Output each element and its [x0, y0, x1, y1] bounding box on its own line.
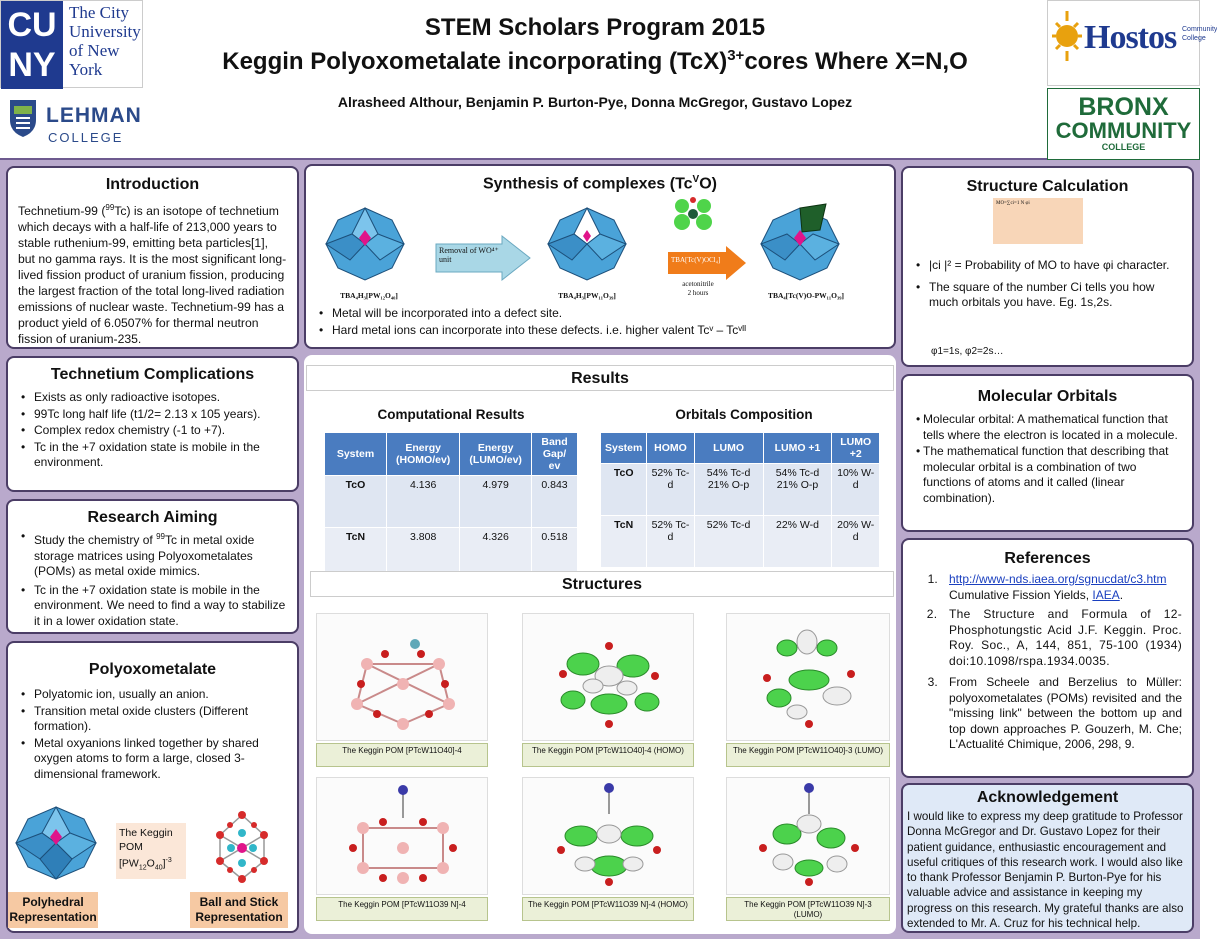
reference-item: 3. From Scheele and Berzelius to Müller: polyoxometalates (POMs) revisited and the "missing link" between the bottom up and top down approaches P. Gouzerh, M. Che; L'Actualité Chimique, 2006, 298, 9.	[941, 675, 1182, 753]
list-item	[18, 529, 287, 580]
table-header: System	[325, 433, 387, 476]
table-cell: TcO	[325, 476, 387, 528]
complications-list	[18, 390, 287, 471]
table-header: Energy (HOMO/ev)	[387, 433, 460, 476]
removal-arrow-label: Removal of WO⁴⁺ unit	[439, 246, 499, 264]
list-item: • The mathematical function that describing that molecular orbital is a combination of two functions of atoms and it called (linear combination).	[913, 444, 1182, 506]
table-cell: 20% W-d	[832, 516, 880, 568]
comp-results-title: Computational Results	[377, 407, 525, 422]
polyoxometalate-list	[18, 687, 287, 782]
synthesis-title	[316, 174, 884, 193]
molecular-orbitals-list	[913, 412, 1182, 506]
list-item: • Hard metal ions can incorporate into these defects. i.e. higher valent Tcᵛ – Tcᵛᴵᴵ	[316, 323, 876, 339]
bronx-line2: COMMUNITY	[1055, 118, 1192, 143]
time-label: 2 hours	[687, 289, 709, 297]
table-cell: TcO	[601, 464, 647, 516]
table-cell: TcN	[601, 516, 647, 568]
table-cell: 10% W-d	[832, 464, 880, 516]
introduction-panel	[6, 166, 299, 349]
orbitals-title: Orbitals Composition	[675, 407, 813, 422]
research-aiming-title: Research Aiming	[87, 509, 218, 526]
keggin-sub1: 12	[138, 864, 147, 872]
structure-image	[726, 777, 890, 895]
acknowledgement-title: Acknowledgement	[976, 789, 1119, 806]
references-list	[913, 572, 1182, 753]
formula-text: MO=∑ci=1 N φi	[996, 201, 1030, 206]
reference-item	[941, 572, 1182, 603]
list-item: • Polyatomic ion, usually an anion.	[18, 687, 287, 703]
list-item: • Exists as only radioactive isotopes.	[18, 390, 287, 406]
table-row	[601, 516, 880, 568]
aiming-item1-sup: 99	[156, 532, 165, 541]
polyhedral-label: Polyhedral Representation	[8, 892, 98, 928]
table-cell: 22% W-d	[763, 516, 832, 568]
iaea-link[interactable]: IAEA	[1092, 587, 1120, 602]
synthesis-label-3: TBA₄[Tc(V)O-PW₁₁O₃₉]	[768, 291, 844, 300]
table-cell: 54% Tc-d 21% O-p	[763, 464, 832, 516]
reagent-arrow	[668, 246, 746, 280]
table-cell: 54% Tc-d 21% O-p	[694, 464, 763, 516]
cuny-logo	[0, 0, 143, 88]
polyoxometalate-panel	[6, 641, 299, 933]
keggin-sub2: 40	[154, 864, 163, 872]
table-header: Band Gap/ ev	[531, 433, 577, 476]
structure-caption: The Keggin POM [PTcW11O39 N]-4	[316, 897, 488, 921]
removal-arrow	[436, 236, 530, 280]
hostos-logo	[1047, 0, 1217, 86]
structure-caption: The Keggin POM [PTcW11O40]-4	[316, 743, 488, 767]
table-cell: 3.808	[387, 528, 460, 580]
introduction-text	[18, 200, 287, 347]
ballstick-label: Ball and Stick Representation	[190, 892, 288, 928]
synthesis-list	[316, 306, 876, 339]
keggin-b: [PW	[119, 857, 139, 870]
molecular-orbitals-panel	[901, 374, 1194, 532]
molecular-orbitals-title: Molecular Orbitals	[977, 388, 1118, 405]
orbital-examples: φ1=1s, φ2=2s…	[931, 346, 1004, 357]
computational-results-table	[324, 432, 578, 580]
table-cell: 52% Tc-d	[647, 464, 694, 516]
formula-box	[993, 198, 1083, 244]
structure-calculation-panel	[901, 166, 1194, 367]
cuny-letters-bottom: NY	[8, 46, 56, 84]
table-header: HOMO	[647, 433, 694, 464]
structure-caption: The Keggin POM [PTcW11O39 N]-4 (HOMO)	[522, 897, 694, 921]
keggin-c: O	[146, 857, 155, 870]
lehman-shield-icon	[8, 98, 38, 138]
orbitals-composition-table	[600, 432, 880, 568]
list-item: • |ci |² = Probability of MO to have φi character.	[913, 258, 1183, 274]
structure-caption: The Keggin POM [PTcW11O40]-4 (HOMO)	[522, 743, 694, 767]
cuny-name: The City University of New York	[69, 3, 141, 79]
synthesis-title-b: O)	[699, 175, 717, 193]
pom-structure-1	[320, 204, 410, 284]
structure-calculation-list	[913, 258, 1183, 312]
table-cell: 0.843	[531, 476, 577, 528]
reference-link[interactable]: http://www-nds.iaea.org/sgnucdat/c3.htm	[949, 572, 1167, 586]
list-item: • Tc in the +7 oxidation state is mobile in the environment.	[18, 440, 287, 471]
hostos-sun-icon	[1050, 9, 1084, 63]
cuny-letter-block	[1, 1, 63, 89]
intro-text-sup: 99	[105, 203, 115, 212]
bronx-logo	[1047, 88, 1200, 160]
synthesis-title-sup: V	[692, 174, 700, 185]
lehman-name: LEHMAN	[46, 104, 142, 127]
table-cell: 4.136	[387, 476, 460, 528]
lehman-logo	[0, 92, 143, 158]
poster-title-line1: STEM Scholars Program 2015	[424, 14, 766, 41]
list-item: • Metal will be incorporated into a defect site.	[316, 306, 876, 322]
poster-title-line2	[150, 47, 1040, 76]
structure-image	[726, 613, 890, 741]
aiming-item1-b: Tc in metal oxide storage matrices using Polyoxometalates (POMs) as metal oxide mimics.	[34, 533, 255, 578]
poster-authors: Alrasheed Althour, Benjamin P. Burton-Pye, Donna McGregor, Gustavo Lopez	[337, 94, 853, 110]
synthesis-label-1: TBA₄H₃[PW₁₂O₄₀]	[340, 291, 398, 300]
table-header: LUMO	[694, 433, 763, 464]
structure-caption: The Keggin POM [PTcW11O40]-3 (LUMO)	[726, 743, 890, 767]
results-panel	[304, 355, 896, 934]
polyhedral-image	[10, 803, 102, 883]
bronx-line1: BRONX	[1078, 93, 1169, 121]
list-item: • The square of the number Ci tells you how much orbitals you have. Eg. 1s,2s.	[913, 280, 1183, 311]
synthesis-title-a: Synthesis of complexes (Tc	[483, 175, 693, 193]
pom-structure-2	[542, 204, 632, 284]
synthesis-label-2: TBA₄H₃[PW₁₁O₃₉]	[558, 291, 616, 300]
list-item: • Complex redox chemistry (-1 to +7).	[18, 423, 287, 439]
table-header: LUMO +1	[763, 433, 832, 464]
table-row	[601, 464, 880, 516]
table-header-row	[325, 433, 578, 476]
structure-image	[522, 613, 694, 741]
intro-text-b: Tc) is an isotope of technetium which decays with a half-life of 213,000 years to stable ruthenium-99, emitting beta particles[1], but no gamma rays. It is the most significant long-lived fission product of uranium fission, producing the largest fraction of the total long-lived radiation emissions of nuclear waste. Technetium-99 has a product yield of 6.0507% for thermal neutron fission of uranium-235.	[18, 204, 287, 347]
structure-image	[316, 613, 488, 741]
keggin-label	[116, 823, 186, 879]
list-item: • Metal oxyanions linked together by shared oxygen atoms to form a large, closed 3-dimensional framework.	[18, 736, 287, 783]
reference-text: Cumulative Fission Yields,	[949, 587, 1093, 602]
table-cell: 4.979	[460, 476, 532, 528]
synthesis-panel	[304, 164, 896, 349]
reference-end: .	[1119, 587, 1124, 602]
list-item: • Transition metal oxide clusters (Different formation).	[18, 704, 287, 735]
acknowledgement-panel	[901, 783, 1194, 933]
table-row	[325, 476, 578, 528]
title-line2-b: cores Where X=N,O	[744, 48, 968, 75]
lehman-sub: COLLEGE	[48, 130, 124, 145]
poster-header	[0, 0, 1217, 160]
bronx-sub: COLLEGE	[1101, 142, 1146, 152]
cuny-letters-top: CU	[7, 6, 57, 44]
list-item: • 99Tc long half life (t1/2= 2.13 x 105 years).	[18, 407, 287, 423]
reagent-label: TBA[Tc(V)OCl₄]	[671, 256, 721, 264]
intro-text-a: Technetium-99 (	[18, 204, 106, 219]
keggin-d: ]	[162, 857, 166, 870]
hostos-name: Hostos	[1084, 19, 1177, 56]
hostos-sub: Community College	[1182, 26, 1217, 42]
polyoxometalate-title: Polyoxometalate	[88, 661, 217, 678]
structure-calculation-title: Structure Calculation	[966, 178, 1129, 195]
structure-caption: The Keggin POM [PTcW11O39 N]-3 (LUMO)	[726, 897, 890, 921]
table-header: Energy (LUMO/ev)	[460, 433, 532, 476]
table-header-row	[601, 433, 880, 464]
references-title: References	[1004, 550, 1091, 567]
keggin-label-a: The Keggin POM	[119, 827, 173, 853]
list-item: • Tc in the +7 oxidation state is mobile in the environment. We need to find a way to stabilize it in a lower oxidation state.	[18, 583, 287, 630]
keggin-formula	[119, 854, 183, 876]
reference-item: 2. The Structure and Formula of 12-Phosphotungstic Acid J.F. Keggin. Proc. Roy. Soc., A, 144, 851, 75-100 (1934) doi:10.1098/rspa.1934.0035.	[941, 607, 1182, 669]
keggin-sup: -3	[165, 857, 172, 864]
references-panel	[901, 538, 1194, 778]
complications-title: Technetium Complications	[50, 366, 255, 383]
results-title: Results	[306, 365, 894, 391]
acknowledgement-text: I would like to express my deep gratitude to Professor Donna McGregor and Dr. Gustavo Lopez for their patient guidance, enthusiastic encouragement and useful critiques of this research work. I would also like to thank Professor Benjamin P. Burton-Pye for his valuable advice and assistance in keeping my progress on this research. My grateful thanks are also extended to Mr. A. Cruz for his technical help.	[907, 810, 1184, 931]
table-cell: 0.518	[531, 528, 577, 580]
title-line2-a: Keggin Polyoxometalate incorporating (TcX)	[222, 48, 728, 75]
structure-image	[316, 777, 488, 895]
introduction-title: Introduction	[105, 176, 200, 193]
reagent-molecule	[668, 196, 718, 232]
pom-structure-3	[754, 202, 846, 284]
complications-panel	[6, 356, 299, 492]
structures-title: Structures	[310, 571, 894, 597]
ball-stick-image	[200, 805, 284, 887]
table-cell: TcN	[325, 528, 387, 580]
structure-image	[522, 777, 694, 895]
table-cell: 52% Tc-d	[694, 516, 763, 568]
table-header: System	[601, 433, 647, 464]
table-cell: 52% Tc-d	[647, 516, 694, 568]
aiming-item1-a: Study the chemistry of	[34, 533, 157, 547]
table-header: LUMO +2	[832, 433, 880, 464]
list-item: • Molecular orbital: A mathematical function that tells where the electron is located in a molecule.	[913, 412, 1182, 443]
title-line2-sup: 3+	[727, 47, 745, 64]
solvent-label: acetonitrile	[682, 280, 714, 288]
research-aiming-list	[18, 529, 287, 629]
research-aiming-panel	[6, 499, 299, 634]
table-cell: 4.326	[460, 528, 532, 580]
